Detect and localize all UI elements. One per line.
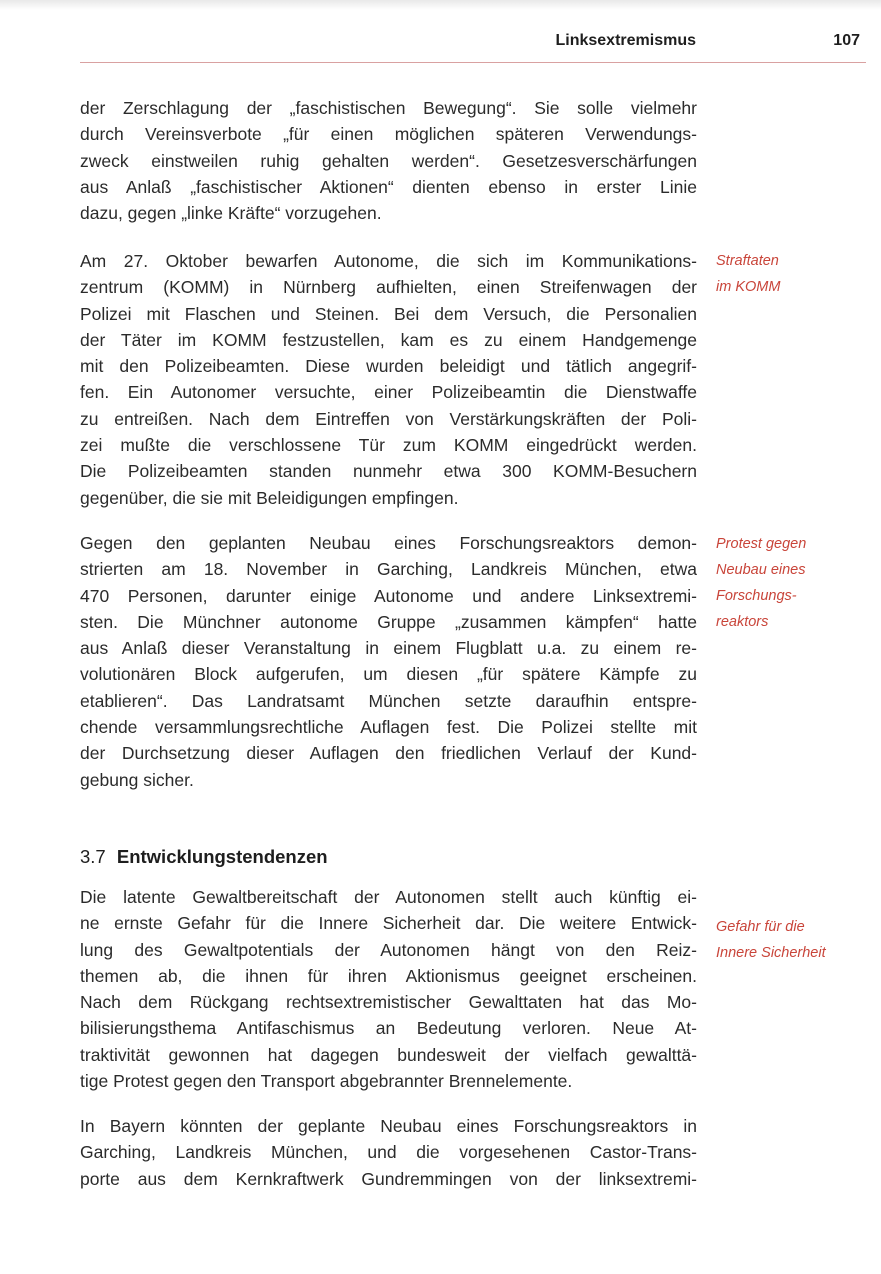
text-line: chende versammlungsrechtliche Auflagen fest. Die Polizei stellte mit — [80, 717, 697, 738]
body-paragraph-4 — [80, 884, 697, 1094]
text-line: dazu, gegen „linke Kräfte“ vorzugehen. — [80, 203, 382, 224]
margin-note-line: Gefahr für die — [716, 919, 805, 935]
body-paragraph-3 — [80, 530, 697, 793]
text-line: themen ab, die ihnen für ihren Aktionismus geeignet erscheinen. — [80, 965, 697, 986]
text-line: der Zerschlagung der „faschistischen Bewegung“. Sie solle vielmehr — [80, 98, 697, 118]
text-line: lung des Gewaltpotentials der Autonomen hängt von den Reiz- — [80, 939, 697, 960]
text-line: etablieren“. Das Landratsamt München setzte daraufhin entspre- — [80, 690, 697, 711]
text-line: fen. Ein Autonomer versuchte, einer Polizeibeamtin die Dienstwaffe — [80, 382, 697, 403]
text-line: der Durchsetzung dieser Auflagen den friedlichen Verlauf der Kund- — [80, 743, 697, 764]
text-line: aus Anlaß „faschistischer Aktionen“ dienten ebenso in erster Linie — [80, 176, 697, 197]
text-line: ne ernste Gefahr für die Innere Sicherheit dar. Die weitere Entwick- — [80, 913, 697, 934]
text-line: porte aus dem Kernkraftwerk Gundremmingen von der linksextremi- — [80, 1168, 697, 1189]
text-line: durch Vereinsverbote „für einen möglichen späteren Verwendungs- — [80, 124, 697, 145]
page-number: 107 — [833, 32, 860, 49]
text-line: zei mußte die verschlossene Tür zum KOMM eingedrückt werden. — [80, 435, 697, 456]
margin-note-line: Protest gegen — [716, 536, 807, 552]
text-line: mit den Polizeibeamten. Diese wurden beleidigt und tätlich angegrif- — [80, 356, 697, 377]
margin-note-line: Straftaten — [716, 253, 779, 269]
body-paragraph-5 — [80, 1113, 697, 1192]
text-line: gegenüber, die sie mit Beleidigungen empfingen. — [80, 487, 459, 508]
text-line: bilisierungsthema Antifaschismus an Bedeutung verloren. Neue At- — [80, 1018, 697, 1039]
margin-note-line: im KOMM — [716, 279, 781, 295]
running-header-title: Linksextremismus — [555, 32, 696, 49]
header-divider — [80, 62, 866, 63]
margin-note-line: reaktors — [716, 614, 769, 630]
text-line: volutionären Block aufgerufen, um diesen „für spätere Kämpfe zu — [80, 664, 697, 685]
text-line: Am 27. Oktober bewarfen Autonome, die sich im Kommunikations- — [80, 251, 697, 271]
margin-note-line: Forschungs- — [716, 588, 797, 604]
text-line: Die Polizeibeamten standen nunmehr etwa 300 KOMM-Besuchern — [80, 461, 697, 482]
text-line: aus Anlaß dieser Veranstaltung in einem Flugblatt u.a. zu einem re- — [80, 638, 697, 659]
section-heading — [80, 846, 328, 868]
text-line: zentrum (KOMM) in Nürnberg aufhielten, einen Streifenwagen der — [80, 277, 697, 298]
text-line: tige Protest gegen den Transport abgebrannter Brennelemente. — [80, 1071, 573, 1092]
page-top-shade — [0, 0, 881, 10]
margin-note-line: Neubau eines — [716, 562, 806, 578]
text-line: der Täter im KOMM festzustellen, kam es zu einem Handgemenge — [80, 329, 697, 350]
body-paragraph-2 — [80, 248, 697, 511]
margin-note-line: Innere Sicherheit — [716, 945, 826, 961]
text-line: Polizei mit Flaschen und Steinen. Bei dem Versuch, die Personalien — [80, 303, 697, 324]
section-number: 3.7 — [80, 846, 106, 867]
text-line: traktivität gewonnen hat dagegen bundesweit der vielfach gewalttä- — [80, 1044, 697, 1065]
text-line: strierten am 18. November in Garching, Landkreis München, etwa — [80, 559, 697, 580]
margin-note-straftaten — [716, 248, 866, 300]
margin-note-protest — [716, 531, 866, 635]
text-line: Nach dem Rückgang rechtsextremistischer Gewalttaten hat das Mo- — [80, 992, 697, 1013]
text-line: zu entreißen. Nach dem Eintreffen von Verstärkungskräften der Poli- — [80, 408, 697, 429]
text-line: sten. Die Münchner autonome Gruppe „zusammen kämpfen“ hatte — [80, 611, 697, 632]
text-line: 470 Personen, darunter einige Autonome und andere Linksextremi- — [80, 585, 697, 606]
text-line: Garching, Landkreis München, und die vorgesehenen Castor-Trans- — [80, 1142, 697, 1163]
text-line: In Bayern könnten der geplante Neubau eines Forschungsreaktors in — [80, 1116, 697, 1136]
text-line: gebung sicher. — [80, 769, 194, 790]
text-line: Gegen den geplanten Neubau eines Forschungsreaktors demon- — [80, 533, 697, 553]
text-line: zweck einstweilen ruhig gehalten werden“. Gesetzesverschärfungen — [80, 150, 697, 171]
body-paragraph-1 — [80, 95, 697, 226]
section-title: Entwicklungstendenzen — [116, 846, 328, 867]
margin-note-gefahr — [716, 914, 866, 966]
text-line: Die latente Gewaltbereitschaft der Autonomen stellt auch künftig ei- — [80, 887, 697, 907]
